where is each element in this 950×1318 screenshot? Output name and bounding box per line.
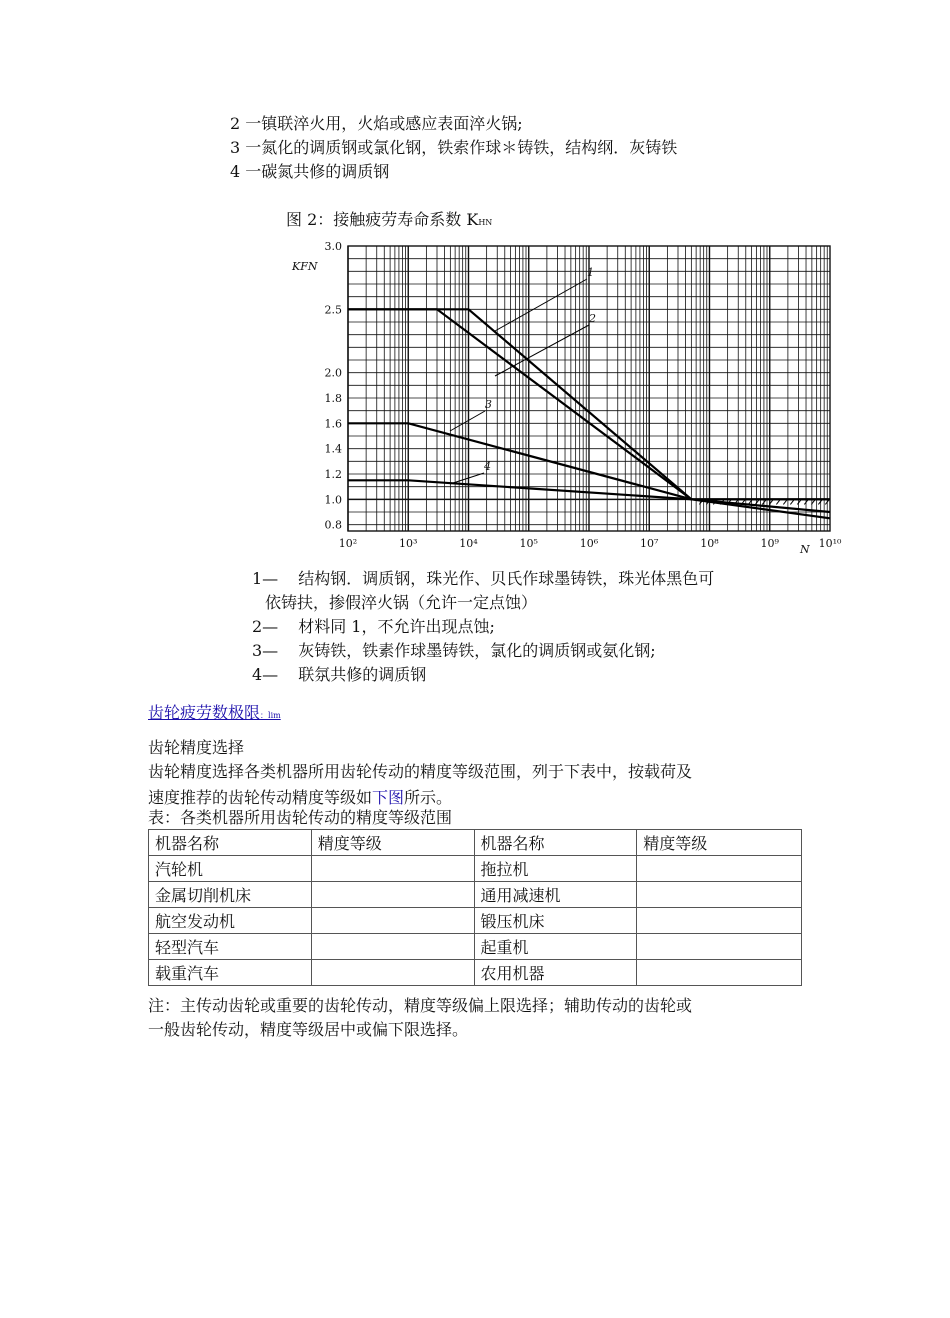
- note-line-1: 注：主传动齿轮或重要的齿轮传动，精度等级偏上限选择；辅助传动的齿轮或: [148, 996, 693, 1015]
- bottom-legend-1: [252, 567, 714, 591]
- chart-x-tick-label: 10¹⁰: [818, 537, 842, 550]
- chart-y-tick-label: 1.6: [324, 417, 342, 431]
- note-line-2: 一般齿轮传动，精度等级居中或偏下限选择。: [148, 1020, 469, 1039]
- table-cell-0: 航空发动机: [149, 908, 312, 934]
- chart-x-tick-label: 10²: [338, 537, 358, 550]
- precision-table-body: [149, 830, 802, 986]
- bottom-legend-2: [252, 615, 495, 639]
- para-line-2-end: 所示。: [404, 788, 453, 807]
- table-cell-0: 轻型汽车: [149, 934, 312, 960]
- bottom-legend-4-num: 4—: [252, 665, 279, 684]
- chart-x-tick-label: 10⁴: [459, 537, 478, 550]
- top-legend-line-2: 2 一镇联淬火用，火焰或感应表面淬火锅;: [230, 114, 523, 133]
- chart-y-tick-label: 1.8: [324, 392, 342, 405]
- table-cell-1: [311, 960, 474, 986]
- table-cell-3: [637, 856, 802, 882]
- table-header-cell-0: 机器名称: [149, 830, 312, 856]
- table-caption: 表：各类机器所用齿轮传动的精度等级范围: [148, 808, 453, 827]
- table-header-row: [149, 830, 802, 856]
- table-cell-1: [311, 908, 474, 934]
- chart-callout-leader-1: [495, 279, 587, 331]
- table-header-cell-1: 精度等级: [311, 830, 474, 856]
- bottom-legend-1-num: 1—: [252, 569, 279, 588]
- chart-x-tick-label: 10⁶: [579, 537, 599, 550]
- chart-x-tick-label: 10³: [399, 537, 418, 550]
- chart-series-label-2: 2: [589, 312, 596, 325]
- para-line-2-start: 速度推荐的齿轮传动精度等级如: [148, 788, 373, 807]
- gear-fatigue-limit-link[interactable]: [148, 703, 281, 722]
- chart-y-axis-label: KFN: [292, 260, 318, 273]
- table-cell-3: [637, 960, 802, 986]
- chart-y-tick-label: 2.5: [324, 303, 342, 317]
- section-heading: 齿轮精度选择: [148, 738, 245, 757]
- table-cell-3: [637, 908, 802, 934]
- table-cell-0: 载重汽车: [149, 960, 312, 986]
- chart-grid: [348, 246, 830, 531]
- table-cell-1: [311, 882, 474, 908]
- table-header-cell-2: 机器名称: [474, 830, 637, 856]
- section-paragraph-line-1: 齿轮精度选择各类机器所用齿轮传动的精度等级范围，列于下表中，按载荷及: [148, 762, 693, 781]
- bottom-legend-3-text: 灰铸铁，铁素作球墨铸铁，氯化的调质钢或氨化钢;: [298, 641, 656, 660]
- table-row: [149, 908, 802, 934]
- table-cell-2: 通用减速机: [474, 882, 637, 908]
- table-cell-2: 农用机器: [474, 960, 637, 986]
- gear-fatigue-limit-link-suffix: ：lim: [260, 711, 281, 720]
- table-row: [149, 856, 802, 882]
- chart-y-tick-labels: [325, 240, 343, 532]
- bottom-legend-3-num: 3—: [252, 641, 279, 660]
- gear-fatigue-limit-link-row: [148, 701, 281, 728]
- bottom-legend-3: [252, 639, 656, 663]
- chart-y-tick-label: 3.0: [324, 240, 342, 253]
- top-legend-line-4: 4 一碳氮共修的调质钢: [230, 162, 390, 181]
- chart-x-tick-label: 10⁸: [700, 537, 719, 550]
- table-cell-0: 金属切削机床: [149, 882, 312, 908]
- table-header-cell-3: 精度等级: [637, 830, 802, 856]
- table-cell-0: 汽轮机: [149, 856, 312, 882]
- chart-callout-leader-2: [495, 325, 589, 376]
- bottom-legend-2-num: 2—: [252, 617, 279, 636]
- gear-fatigue-limit-link-text: 齿轮疲劳数极限: [148, 703, 261, 722]
- bottom-legend-4-text: 联氛共修的调质钢: [298, 665, 427, 684]
- chart-x-tick-label: 10⁵: [519, 537, 538, 550]
- chart-series-label-3: 3: [485, 398, 492, 411]
- chart-series-label-1: 1: [587, 266, 594, 279]
- chart-y-tick-label: 1.2: [324, 468, 342, 481]
- figure-title-subscript: HN: [478, 218, 493, 227]
- table-cell-2: 拖拉机: [474, 856, 637, 882]
- figure-title-text: 图 2：接触疲劳寿命系数 K: [286, 210, 479, 229]
- bottom-legend-1-cont: 依铸扶，掺假淬火锅（允许一定点蚀）: [265, 593, 538, 612]
- table-cell-2: 起重机: [474, 934, 637, 960]
- table-row: [149, 960, 802, 986]
- fatigue-life-chart: [290, 236, 850, 561]
- chart-series-label-4: 4: [484, 460, 491, 473]
- bottom-legend-4: [252, 663, 426, 687]
- table-cell-1: [311, 856, 474, 882]
- chart-x-tick-label: 10⁹: [760, 537, 779, 550]
- chart-y-tick-label: 1.4: [324, 442, 342, 456]
- chart-x-axis-label: N: [800, 543, 810, 556]
- chart-y-tick-label: 1.0: [324, 493, 342, 507]
- top-legend-line-3: 3 一氮化的调质钢或氯化钢，铁索作球＊铸铁，结构纲．灰铸铁: [230, 138, 678, 157]
- table-row: [149, 882, 802, 908]
- table-cell-3: [637, 934, 802, 960]
- precision-table: [148, 829, 802, 986]
- table-cell-1: [311, 934, 474, 960]
- figure-title: [286, 207, 492, 230]
- table-cell-2: 锻压机床: [474, 908, 637, 934]
- table-row: [149, 934, 802, 960]
- chart-x-tick-label: 10⁷: [640, 537, 659, 550]
- table-cell-3: [637, 882, 802, 908]
- bottom-legend-2-text: 材料同 1，不允许出现点蚀;: [298, 617, 495, 636]
- chart-y-tick-label: 0.8: [324, 518, 342, 532]
- below-figure-link[interactable]: 下图: [372, 788, 405, 807]
- chart-x-tick-labels: [339, 537, 842, 550]
- bottom-legend-1-text: 结构钢．调质钢，珠光作、贝氏作球墨铸铁，珠光体黑色可: [298, 569, 715, 588]
- chart-y-tick-label: 2.0: [324, 366, 342, 380]
